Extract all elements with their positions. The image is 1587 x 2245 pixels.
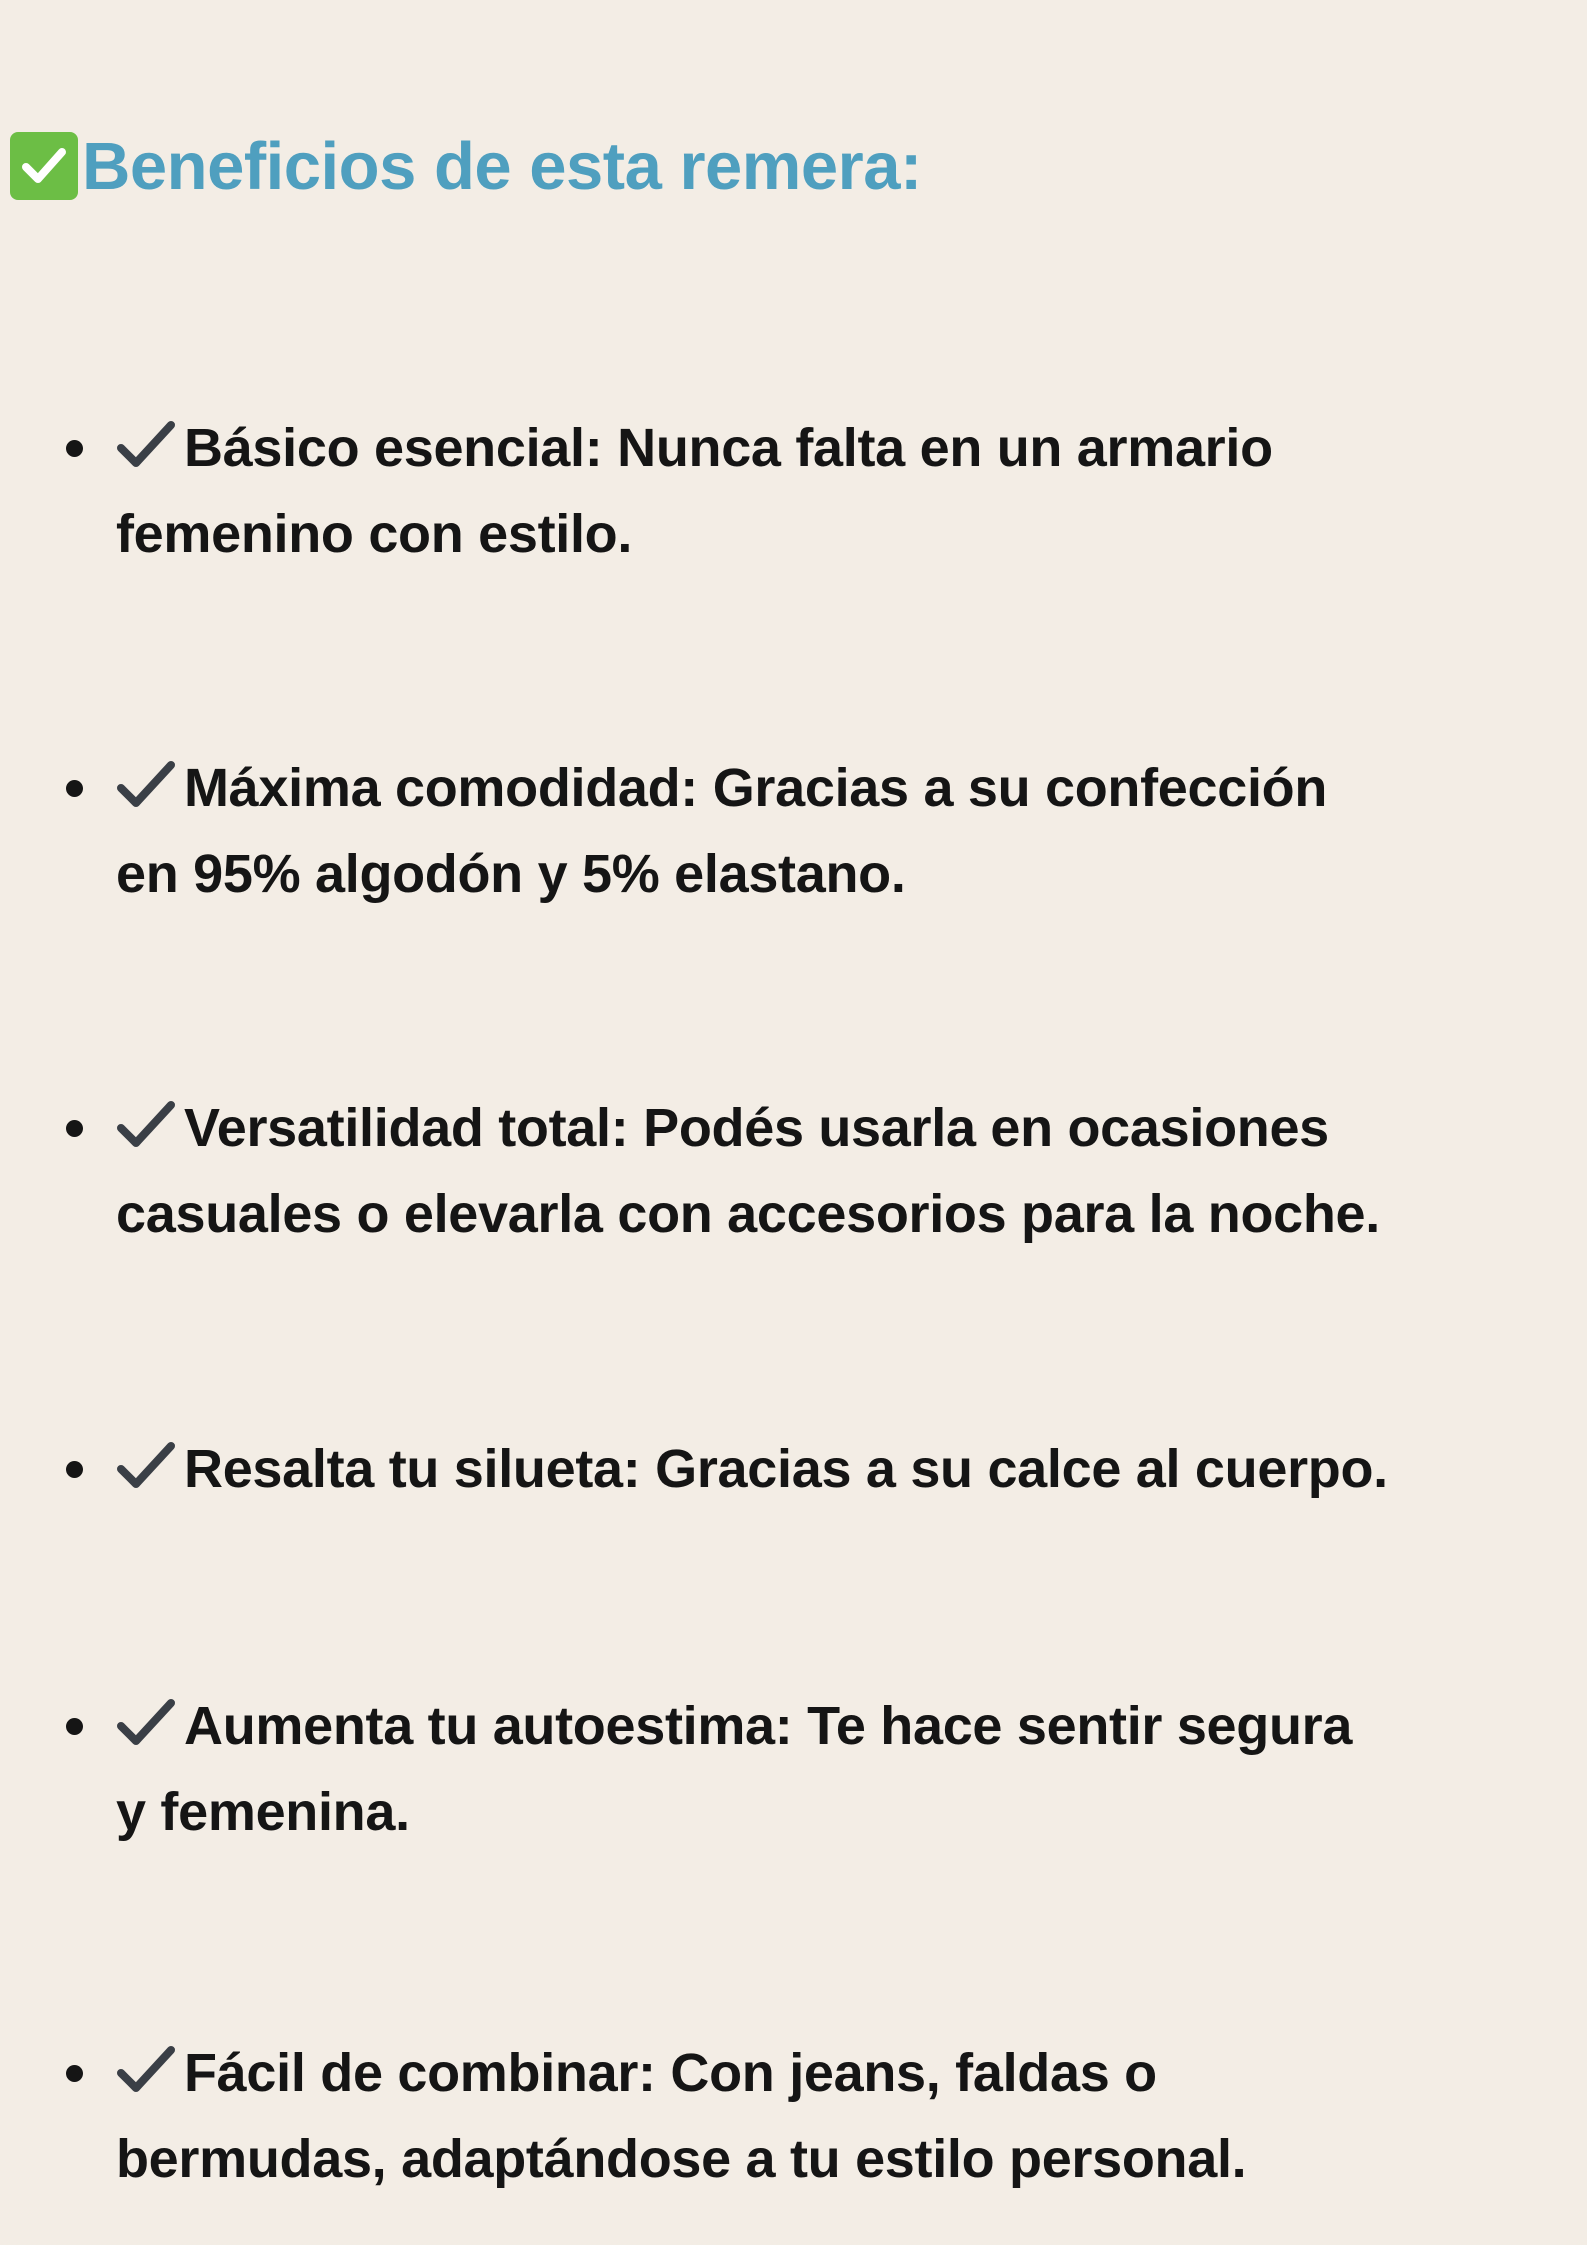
bullet-point xyxy=(66,780,83,797)
benefit-item xyxy=(66,1426,1556,1512)
check-mark-button-icon xyxy=(10,132,78,200)
benefit-line: y femenina. xyxy=(116,1782,410,1842)
bullet-point xyxy=(66,2065,83,2082)
bullet-point xyxy=(66,1461,83,1478)
benefit-line: casuales o elevarla con accesorios para la noche. xyxy=(116,1184,1380,1244)
benefit-line: Versatilidad total: Podés usarla en ocasiones xyxy=(116,1085,1556,1171)
benefit-line: en 95% algodón y 5% elastano. xyxy=(116,844,906,904)
check-icon xyxy=(116,1698,178,1748)
check-icon xyxy=(116,2045,178,2095)
bullet-point xyxy=(66,1120,83,1137)
benefit-line: Fácil de combinar: Con jeans, faldas o xyxy=(116,2030,1556,2116)
benefit-item xyxy=(66,1085,1556,1257)
heading-title: Beneficios de esta remera: xyxy=(82,128,922,204)
page-heading xyxy=(10,120,922,212)
benefit-line: Máxima comodidad: Gracias a su confección xyxy=(116,745,1556,831)
bullet-point xyxy=(66,1718,83,1735)
benefit-line: bermudas, adaptándose a tu estilo personal. xyxy=(116,2129,1247,2189)
bullet-point xyxy=(66,440,83,457)
check-icon xyxy=(116,760,178,810)
benefit-item xyxy=(66,1683,1556,1855)
benefit-item xyxy=(66,2030,1556,2202)
benefit-line: Aumenta tu autoestima: Te hace sentir segura xyxy=(116,1683,1556,1769)
check-icon xyxy=(116,420,178,470)
benefit-line: femenino con estilo. xyxy=(116,504,633,564)
benefit-line: Básico esencial: Nunca falta en un armario xyxy=(116,405,1556,491)
check-icon xyxy=(116,1441,178,1491)
benefit-line: Resalta tu silueta: Gracias a su calce al cuerpo. xyxy=(116,1426,1556,1512)
benefit-item xyxy=(66,405,1556,577)
check-icon xyxy=(116,1100,178,1150)
benefit-item xyxy=(66,745,1556,917)
